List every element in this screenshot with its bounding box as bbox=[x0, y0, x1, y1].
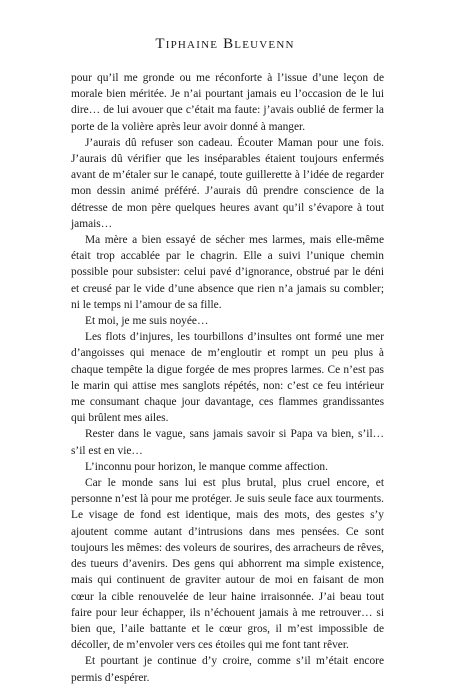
paragraph: Et pourtant je continue d’y croire, comme s’il m’était encore permis d’espérer. bbox=[71, 655, 384, 684]
paragraph: Les flots d’injures, les tourbillons d’insultes ont formé une mer d’angoisses qui menace de m’engloutir et rompt un peu plus à chaque tempête la digue forgée de mes propres larmes. Ce n’est pas le marin qui attise mes sanglots répétés, non: c’est ce feu intérieur me consumant chaque jour davantage, ces flammes grandissantes qui brûlent mes ailes. bbox=[71, 331, 384, 425]
running-head-author: Tiphaine Bleuvenn bbox=[155, 36, 295, 52]
paragraph: Rester dans le vague, sans jamais savoir si Papa va bien, s’il… s’il est en vie… bbox=[71, 428, 384, 457]
paragraph: L’inconnu pour horizon, le manque comme affection. bbox=[85, 460, 328, 473]
paragraph: pour qu’il me gronde ou me réconforte à l’issue d’une leçon de morale bien méritée. Je n’ai pourtant jamais eu l’occasion de le lui dire… de lui avouer que c’était ma faute: j’avais oublié de fermer la porte de la volière après leur avoir donné à manger. bbox=[71, 72, 384, 133]
paragraph: J’aurais dû refuser son cadeau. Écouter Maman pour une fois. J’aurais dû vérifier que les inséparables étaient toujours enfermés avant de m’étaler sur le canapé, toute guillerette à l’idée de regarder mon dessin animé préféré. J’aurais dû prendre conscience de la détresse de mon père quelques heures avant qu’il s’évapore à tout jamais… bbox=[71, 136, 384, 230]
paragraph: Car le monde sans lui est plus brutal, plus cruel encore, et personne n’est là pour me protéger. Je suis seule face aux tourments. Le visage de fond est identique, mais des mots, des gestes s’y ajoutent comme autant d’intrusions dans mes pensées. Ce sont toujours les mêmes: des voleurs de sourires, des arracheurs de rêves, des tueurs d’avenirs. Des gens qui abhorrent ma simple existence, mais qui continuent de graviter autour de moi en faisant de mon cœur la cible renouvelée de leur haine irraisonnée. J’ai beau tout faire pour leur échapper, ils n’échouent jamais à me retrouver… si bien que, l’aile battante et le cœur gros, il m’est impossible de décoller, de m’envoler vers ces étoiles qui me font tant rêver. bbox=[71, 477, 384, 652]
paragraph: Ma mère a bien essayé de sécher mes larmes, mais elle-même était trop accablée par le chagrin. Elle a suivi l’unique chemin possible pour subsister: celui pavé d’ignorance, obstrué par le déni et creusé par le vide d’une absence que rien n’a jamais su combler; ni le temps ni l’amour de sa fille. bbox=[71, 234, 384, 311]
body-text bbox=[71, 70, 384, 686]
paragraph: Et moi, je me suis noyée… bbox=[85, 315, 209, 328]
